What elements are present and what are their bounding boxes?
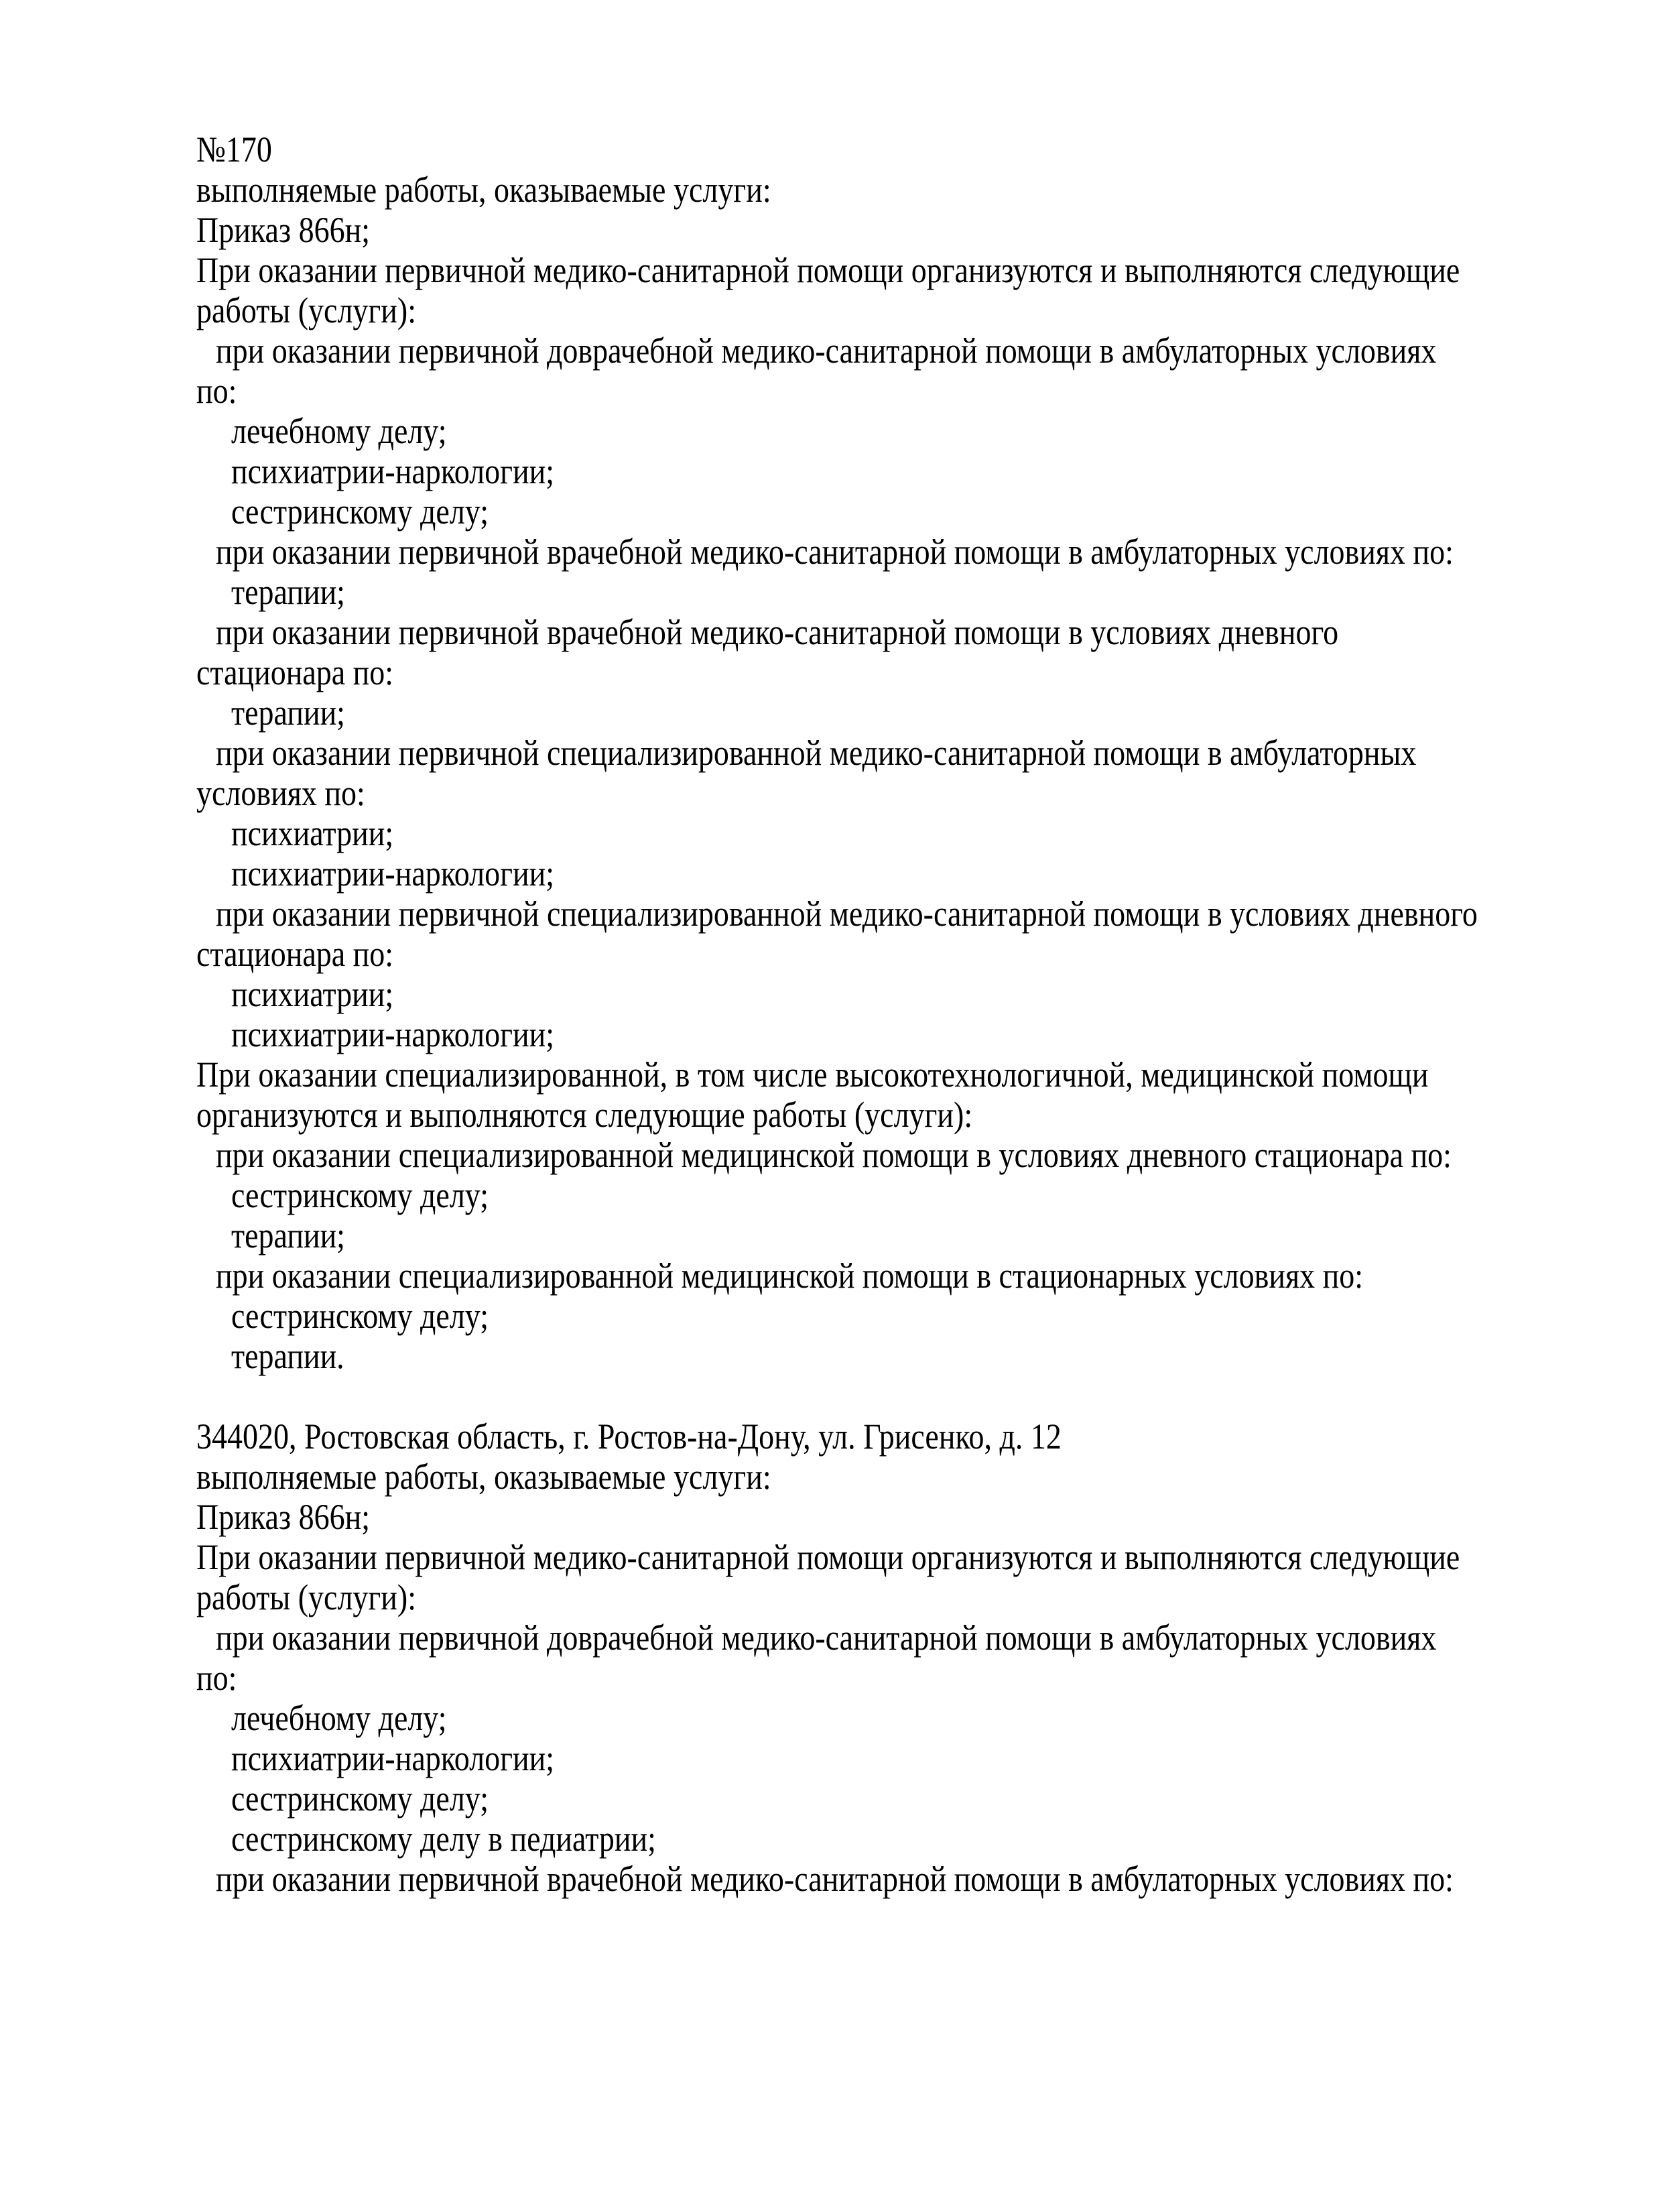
text-line: При оказании первичной медико-санитарной помощи организуются и выполняются следующие: [196, 1536, 1460, 1577]
text-line: сестринскому делу;: [231, 1174, 489, 1215]
text-line: лечебному делу;: [231, 410, 447, 451]
text-line: по:: [196, 370, 237, 411]
text-line: психиатрии-наркологии;: [231, 1737, 554, 1778]
text-line: по:: [196, 1657, 237, 1698]
text-line: при оказании первичной врачебной медико-санитарной помощи в амбулаторных условиях по:: [216, 531, 1454, 572]
text-line: психиатрии;: [231, 812, 394, 853]
text-line: 344020, Ростовская область, г. Ростов-на-Дону, ул. Грисенко, д. 12: [196, 1416, 1062, 1457]
text-line: выполняемые работы, оказываемые услуги:: [196, 1456, 771, 1497]
text-line: выполняемые работы, оказываемые услуги:: [196, 169, 771, 210]
text-line: сестринскому делу;: [231, 1778, 489, 1819]
text-line: при оказании первичной специализированной медико-санитарной помощи в амбулаторных: [216, 732, 1417, 773]
text-line: сестринскому делу в педиатрии;: [231, 1818, 656, 1859]
text-line: стационара по:: [196, 933, 394, 974]
text-line: условиях по:: [196, 772, 365, 813]
text-line: При оказании специализированной, в том числе высокотехнологичной, медицинской помощи: [196, 1054, 1429, 1095]
text-line: стационара по:: [196, 652, 394, 692]
text-line: При оказании первичной медико-санитарной помощи организуются и выполняются следующие: [196, 249, 1460, 290]
text-line: организуются и выполняются следующие работы (услуги):: [196, 1094, 973, 1135]
text-line: при оказании специализированной медицинской помощи в условиях дневного стационара по:: [216, 1134, 1452, 1175]
text-line: при оказании первичной доврачебной медико-санитарной помощи в амбулаторных условиях: [216, 1617, 1437, 1658]
text-line: сестринскому делу;: [231, 1295, 489, 1336]
text-line: при оказании первичной доврачебной медико-санитарной помощи в амбулаторных условиях: [216, 330, 1437, 371]
text-line: психиатрии;: [231, 973, 394, 1014]
text-line: терапии;: [231, 692, 345, 733]
text-line: психиатрии-наркологии;: [231, 1013, 554, 1054]
text-line: работы (услуги):: [196, 1577, 416, 1617]
text-line: психиатрии-наркологии;: [231, 450, 554, 491]
text-line: №170: [196, 129, 272, 170]
text-line: Приказ 866н;: [196, 1496, 370, 1537]
text-line: при оказании специализированной медицинской помощи в стационарных условиях по:: [216, 1255, 1363, 1296]
text-line: при оказании первичной врачебной медико-санитарной помощи в условиях дневного: [216, 611, 1339, 652]
text-line: работы (услуги):: [196, 290, 416, 330]
text-line: сестринскому делу;: [231, 491, 489, 532]
text-line: терапии;: [231, 571, 345, 612]
text-line: терапии.: [231, 1335, 344, 1376]
text-line: Приказ 866н;: [196, 209, 370, 250]
text-line: при оказании первичной специализированной медико-санитарной помощи в условиях дневного: [216, 893, 1478, 934]
text-line: терапии;: [231, 1215, 345, 1255]
text-line: лечебному делу;: [231, 1697, 447, 1738]
text-line: при оказании первичной врачебной медико-санитарной помощи в амбулаторных условиях по:: [216, 1858, 1454, 1899]
text-line: психиатрии-наркологии;: [231, 853, 554, 894]
